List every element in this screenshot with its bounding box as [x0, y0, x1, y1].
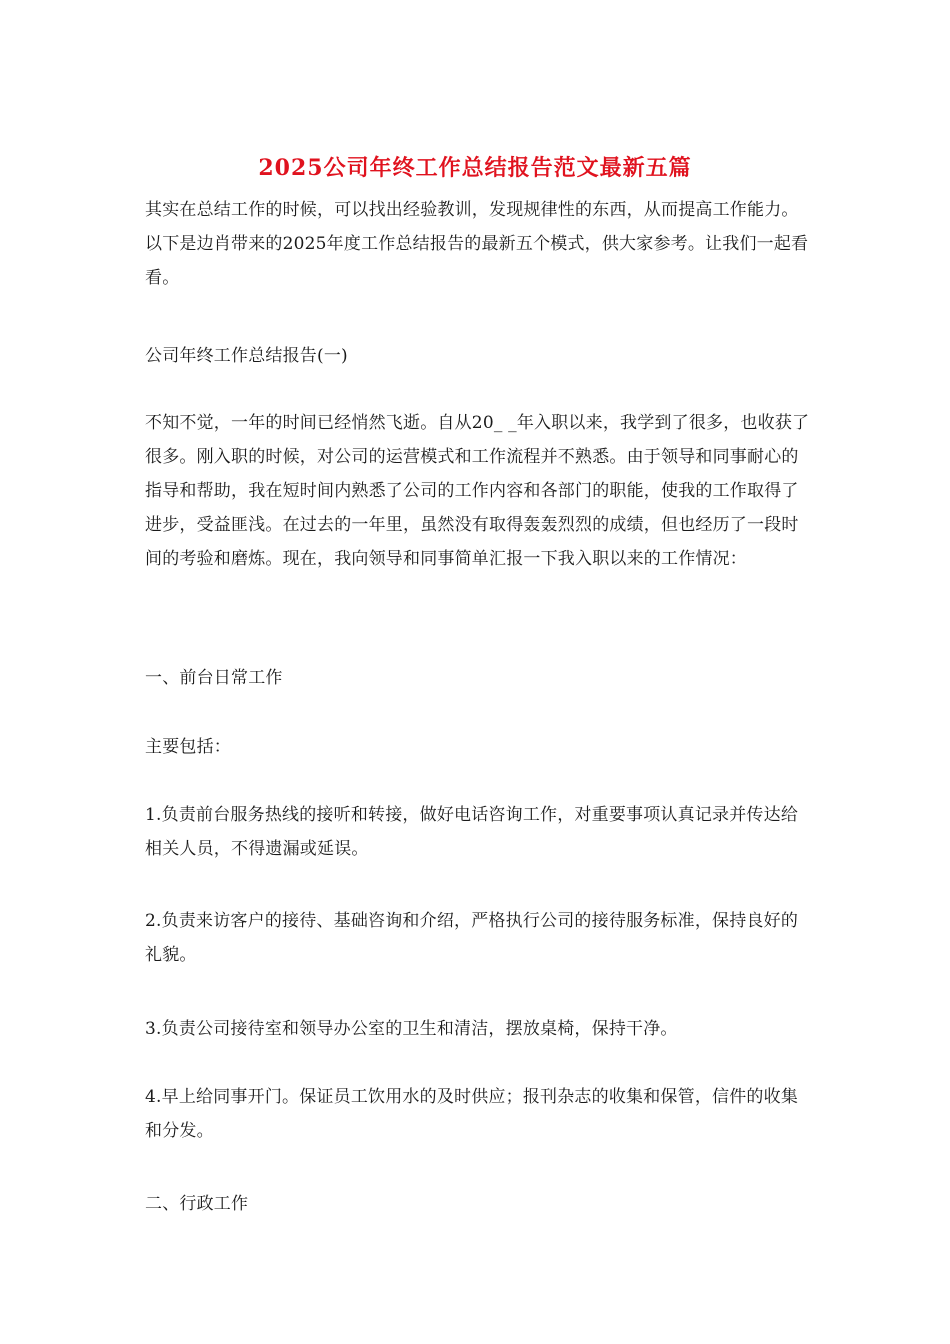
intro-paragraph: 其实在总结工作的时候，可以找出经验教训，发现规律性的东西，从而提高工作能力。以下是边肖带来的2025年度工作总结报告的最新五个模式，供大家参考。让我们一起看看。: [145, 200, 809, 288]
heading-admin: 二、行政工作: [145, 1194, 249, 1214]
document-title: 2025公司年终工作总结报告范文最新五篇: [258, 155, 692, 181]
list-item: 4.早上给同事开门。保证员工饮用水的及时供应；报刊杂志的收集和保管，信件的收集和分发。: [145, 1087, 799, 1141]
section-heading: 公司年终工作总结报告(一): [145, 346, 348, 366]
list-item: 1.负责前台服务热线的接听和转接，做好电话咨询工作，对重要事项认真记录并传达给相关人员，不得遗漏或延误。: [145, 805, 799, 859]
heading-front-desk: 一、前台日常工作: [145, 668, 283, 688]
list-item: 2.负责来访客户的接待、基础咨询和介绍，严格执行公司的接待服务标准，保持良好的礼貌。: [145, 911, 799, 965]
list-item: 3.负责公司接待室和领导办公室的卫生和清洁，摆放桌椅，保持干净。: [145, 1019, 678, 1039]
subheading-includes: 主要包括：: [145, 737, 231, 757]
body-paragraph: 不知不觉，一年的时间已经悄然飞逝。自从20_ _年入职以来，我学到了很多，也收获了很多。刚入职的时候，对公司的运营模式和工作流程并不熟悉。由于领导和同事耐心的指导和帮助，我在短时间内熟悉了公司的工作内容和各部门的职能，使我的工作取得了进步，受益匪浅。在过去的一年里，虽然没有取得轰轰烈烈的成绩，但也经历了一段时间的考验和磨炼。现在，我向领导和同事简单汇报一下我入职以来的工作情况：: [145, 413, 810, 569]
